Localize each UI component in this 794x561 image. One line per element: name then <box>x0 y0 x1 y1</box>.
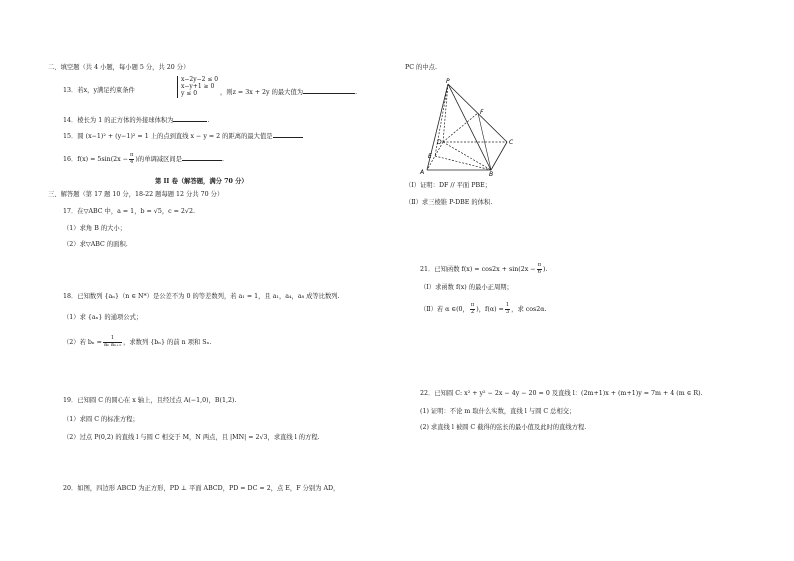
question-21-stem-end: . <box>545 266 548 273</box>
fraction-denominator: aₙ aₙ₊₁ <box>103 342 122 348</box>
question-22-part-1: (1) 证明：不论 m 取什么实数，直线 l 与圆 C 总相交； <box>420 408 576 415</box>
question-19-part-2: （2）过点 P(0,2) 的直线 l 与圆 C 相交于 M，N 两点，且 |MN| = 2√3，求直线 l 的方程. <box>63 434 320 441</box>
label-D: D <box>437 139 442 146</box>
fraction-denominator: 2 <box>470 309 475 315</box>
fraction-numerator: 1 <box>505 302 510 309</box>
question-16-paren-open: (2x − <box>110 156 128 163</box>
question-16 <box>63 153 224 166</box>
question-16-answer-blank[interactable] <box>182 154 222 161</box>
question-14-answer-blank[interactable] <box>173 115 210 124</box>
question-21-paren-close: ) <box>542 266 546 273</box>
question-13-suffix-text: ，则z = 3x + 2y 的最大值为 <box>220 89 304 96</box>
question-20-stem: 20．如图，四边形 ABCD 为正方形，PD ⊥ 平面 ABCD，PD = DC = 2，点 E，F 分别为 AD， <box>63 485 340 492</box>
segment-DF <box>443 113 478 142</box>
question-15-text: 15．圆 (x−1)² + (y−1)² = 1 上的点到直线 x − y = 2 的距离的最大值是 <box>63 133 273 140</box>
question-20-part-1: （Ⅰ）证明：DF // 平面 PBE； <box>405 182 491 189</box>
section-answer-heading: 三、解答题（第 17 题 10 分，18-22 题每题 12 分共 70 分） <box>48 191 224 198</box>
question-21-stem <box>420 263 547 276</box>
constraint-1: x−2y−2 ≤ 0 <box>181 76 219 83</box>
fraction-numerator: π <box>470 302 475 309</box>
question-13-end: . <box>355 89 358 96</box>
label-P: P <box>446 78 450 85</box>
question-14 <box>63 115 210 125</box>
constraint-2: x−y+1 ≥ 0 <box>181 83 215 91</box>
question-21-interval-close: ) <box>476 306 479 313</box>
question-21-value-fraction <box>505 303 510 316</box>
question-18-stem: 18．已知数列 {aₙ}（n ∈ N*）是公差不为 0 的等差数列，若 a₁ = 1，且 a₁，a₄，a₈ 成等比数列. <box>63 293 340 300</box>
question-22-part-2: (2) 求直线 l 被圆 C 截得的弦长的最小值及此时的直线方程. <box>420 424 587 431</box>
question-19-part-1: （1）求圆 C 的标准方程； <box>63 416 139 423</box>
question-21-interval-fraction <box>470 303 475 316</box>
label-A: A <box>420 169 425 176</box>
label-C: C <box>509 139 514 146</box>
question-16-suffix: 的单调减区间是 <box>137 156 182 163</box>
label-B: B <box>489 171 494 176</box>
question-20-continuation: PC 的中点. <box>405 64 437 71</box>
label-E: E <box>428 153 432 160</box>
edge-PC <box>448 84 507 142</box>
question-18-part-2 <box>63 336 211 349</box>
question-21-part-1: （Ⅰ）求函数 f(x) 的最小正周期； <box>420 284 513 291</box>
fraction-numerator: π <box>130 152 134 159</box>
question-13-answer-blank[interactable] <box>303 87 358 96</box>
part-2-heading: 第 II 卷（解答题，满分 70 分） <box>155 178 248 185</box>
edge-PB <box>448 84 491 170</box>
question-14-end: . <box>207 117 210 124</box>
question-21-stem-fraction <box>537 263 542 276</box>
fraction-denominator: 3 <box>505 309 510 315</box>
question-16-end: . <box>221 156 224 163</box>
question-21-paren-open: (2x − <box>518 266 536 273</box>
question-14-text: 14．棱长为 1 的正方体的外接球体积为 <box>63 117 174 124</box>
question-13-constraint-system <box>177 76 218 98</box>
question-21-part-2-mid: ，f(α) = <box>478 306 504 313</box>
question-21-stem-prefix: 21．已知函数 f(x) = cos2x + sin <box>420 266 519 273</box>
segment-BF <box>478 113 491 170</box>
question-21-part-2-suffix: ，求 cos2α. <box>511 306 547 313</box>
question-17-part-2: （2）求▽ABC 的面积. <box>63 241 128 248</box>
question-18-part-2-suffix: ，求数列 {bₙ} 的前 n 项和 Sₙ. <box>123 339 212 346</box>
label-F: F <box>480 109 484 116</box>
question-16-paren-close: ) <box>135 156 138 163</box>
question-16-fraction <box>129 153 134 166</box>
question-16-prefix: 16．f(x) = 5sin <box>63 156 111 163</box>
question-13-suffix <box>220 87 357 97</box>
fraction-numerator: π <box>537 262 541 269</box>
question-21-part-2 <box>420 303 547 316</box>
question-17-part-1: （1）求角 B 的大小； <box>63 225 127 232</box>
edge-BC <box>491 142 507 170</box>
question-13-prefix: 13．若x，y满足约束条件 <box>63 87 135 94</box>
fraction-numerator: 1 <box>103 336 122 343</box>
fraction-denominator: 4 <box>130 159 134 165</box>
question-21-part-2-prefix: （Ⅱ）若 α ∈ <box>420 306 457 313</box>
question-21-interval-open: (0， <box>456 306 469 313</box>
question-18-fraction <box>103 336 122 349</box>
pyramid-figure <box>415 78 525 176</box>
question-20-part-2: （Ⅱ）求三棱锥 P-DBE 的体积. <box>405 199 493 206</box>
question-15 <box>63 131 303 141</box>
segment-EB <box>435 156 491 170</box>
section-fill-in-heading: 二、填空题（共 4 小题，每小题 5 分，共 20 分） <box>48 64 190 71</box>
question-18-part-2-prefix: （2）若 bₙ = <box>63 339 102 346</box>
question-18-part-1: （1）求 {aₙ} 的通项公式； <box>63 314 143 321</box>
fraction-denominator: 6 <box>537 269 541 275</box>
question-15-answer-blank[interactable] <box>273 131 303 138</box>
constraint-3: y ≤ 0 <box>181 90 198 98</box>
question-19-stem: 19．已知圆 C 的圆心在 x 轴上，且经过点 A(−1,0)，B(1,2). <box>63 397 237 404</box>
question-17-stem: 17．在▽ABC 中，a = 1，b = √5，c = 2√2. <box>63 208 195 215</box>
question-22-stem: 22．已知圆 C: x² + y² − 2x − 4y − 20 = 0 及直线 l：(2m+1)x + (m+1)y = 7m + 4 (m ∈ R). <box>420 390 703 397</box>
